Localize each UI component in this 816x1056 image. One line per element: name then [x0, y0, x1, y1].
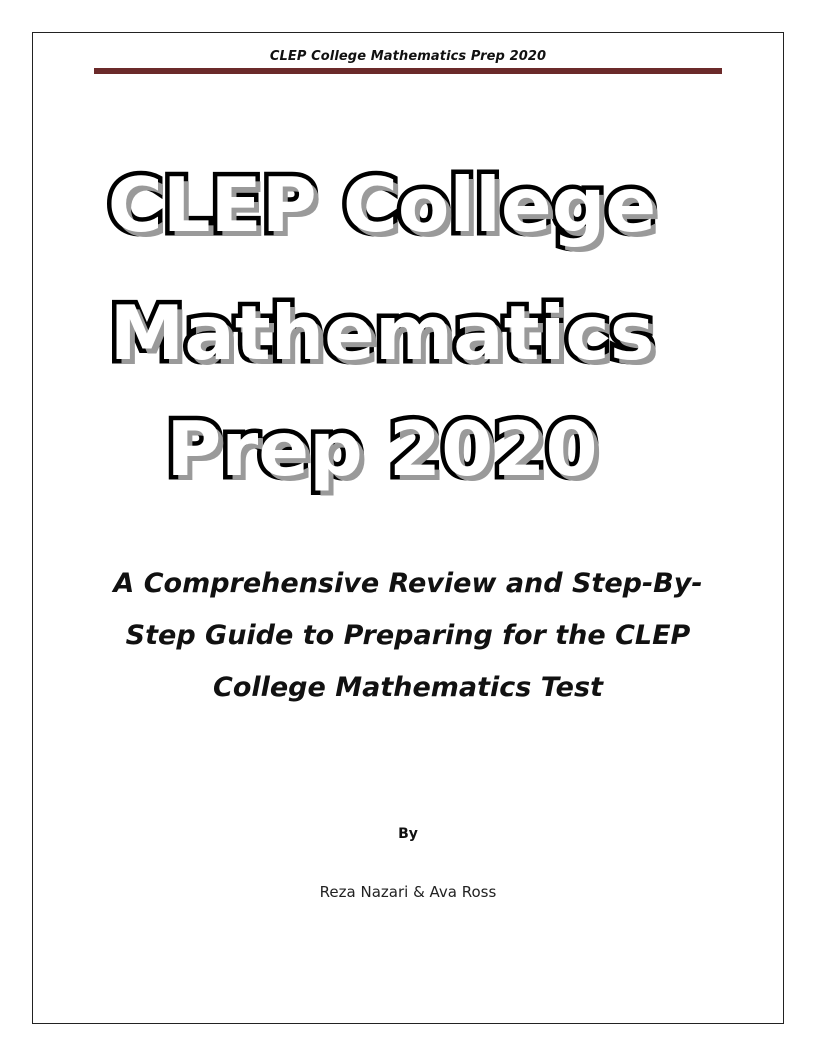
header-rule: [94, 68, 722, 74]
authors: Reza Nazari & Ava Ross: [319, 883, 497, 901]
subtitle: A Comprehensive Review and Step-By-Step Guide to Preparing for the CLEP College Mathematics Test: [113, 568, 703, 703]
running-header: CLEP College Mathematics Prep 2020: [269, 49, 547, 64]
title-line-3: Prep 2020: [166, 405, 598, 493]
title-line-1: CLEP College: [107, 161, 657, 249]
title-line-2: Mathematics: [109, 289, 655, 377]
by-label: By: [398, 826, 418, 842]
